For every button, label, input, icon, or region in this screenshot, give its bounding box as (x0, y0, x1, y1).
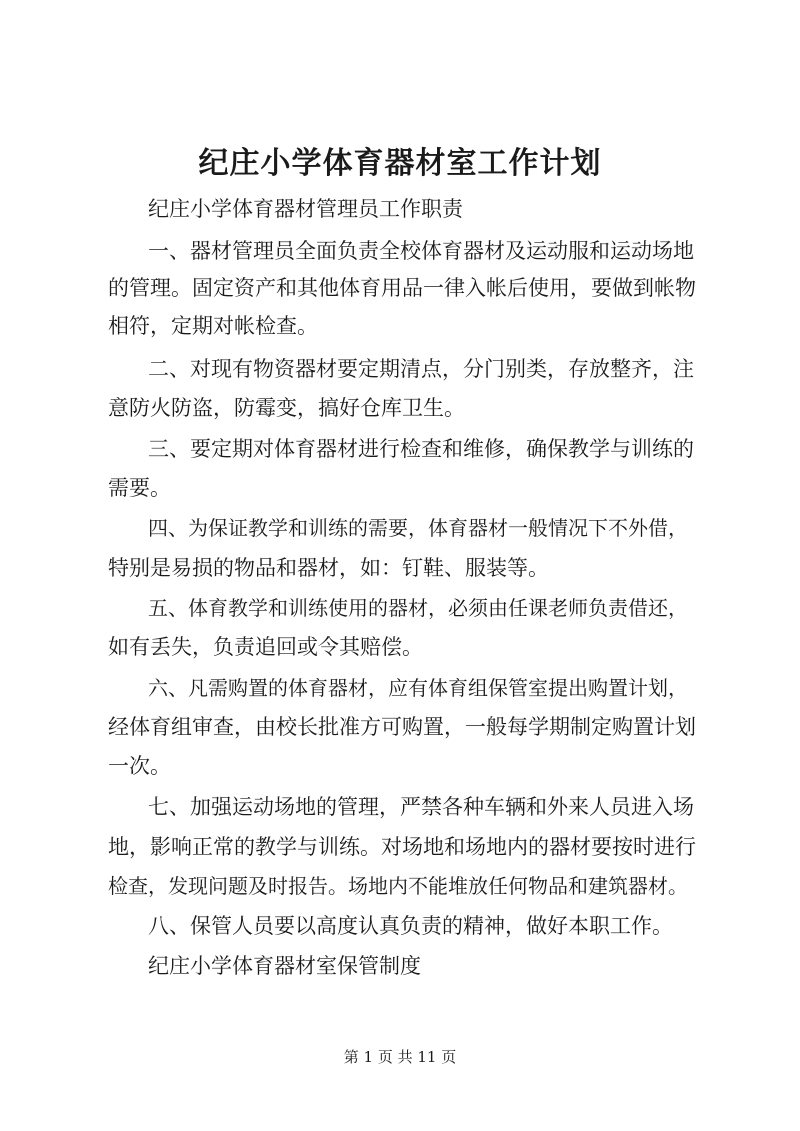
paragraph-line: 六、凡需购置的体育器材，应有体育组保管室提出购置计划， (148, 676, 688, 700)
paragraph-line: 地，影响正常的教学与训练。对场地和场地内的器材要按时进行 (108, 835, 696, 859)
section-heading-storage-rules: 纪庄小学体育器材室保管制度 (148, 954, 421, 978)
paragraph-line: 意防火防盗，防霉变，搞好仓库卫生。 (108, 396, 465, 420)
paragraph-line: 四、为保证教学和训练的需要，体育器材一般情况下不外借， (148, 516, 688, 540)
paragraph-line: 八、保管人员要以高度认真负责的精神，做好本职工作。 (148, 914, 673, 938)
page-footer-page-number: 第 1 页 共 11 页 (343, 1048, 457, 1066)
paragraph-line: 需要。 (108, 476, 171, 500)
paragraph-line: 经体育组审查，由校长批准方可购置，一般每学期制定购置计划 (108, 715, 696, 739)
paragraph-line: 三、要定期对体育器材进行检查和维修，确保教学与训练的 (148, 437, 694, 461)
paragraph-line: 一、器材管理员全面负责全校体育器材及运动服和运动场地 (148, 239, 694, 263)
paragraph-line: 的管理。固定资产和其他体育用品一律入帐后使用，要做到帐物 (108, 276, 696, 300)
section-heading-duties: 纪庄小学体育器材管理员工作职责 (148, 197, 463, 221)
page-title: 纪庄小学体育器材室工作计划 (198, 146, 602, 181)
paragraph-line: 如有丢失，负责追回或令其赔偿。 (108, 635, 423, 659)
paragraph-line: 检查，发现问题及时报告。场地内不能堆放任何物品和建筑器材。 (108, 874, 688, 898)
paragraph-line: 二、对现有物资器材要定期清点，分门别类，存放整齐，注 (148, 357, 694, 381)
paragraph-line: 一次。 (108, 754, 171, 778)
paragraph-line: 七、加强运动场地的管理，严禁各种车辆和外来人员进入场 (148, 795, 694, 819)
paragraph-line: 五、体育教学和训练使用的器材，必须由任课老师负责借还， (148, 596, 688, 620)
paragraph-line: 特别是易损的物品和器材，如：钉鞋、服装等。 (108, 556, 549, 580)
paragraph-line: 相符，定期对帐检查。 (108, 314, 318, 338)
